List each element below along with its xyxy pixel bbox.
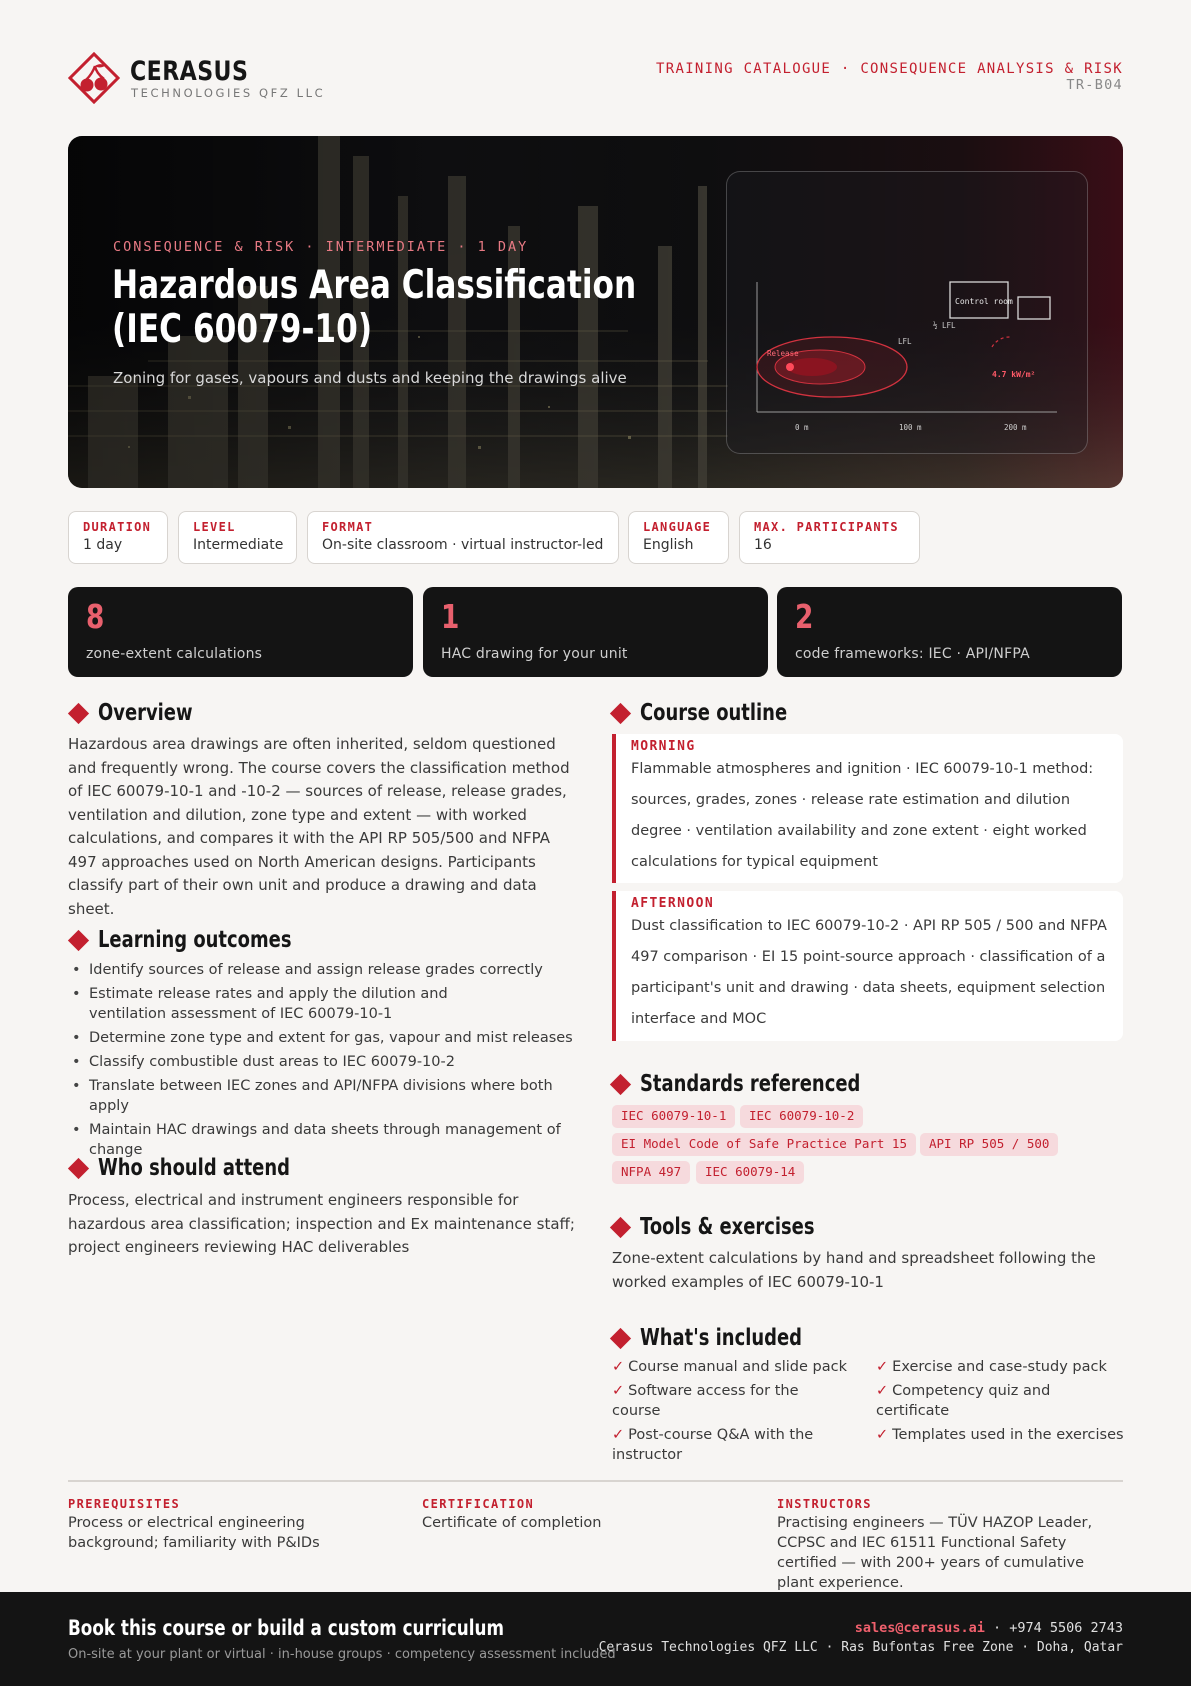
- list-item: • Determine zone type and extent for gas, vapour and mist releases: [68, 1028, 588, 1048]
- outline-block-label: MORNING: [631, 739, 696, 754]
- prerequisites-text: Process or electrical engineering background; familiarity with P&IDs: [68, 1515, 320, 1551]
- brand-name: CERASUS: [130, 56, 249, 87]
- outline-block-morning: [612, 734, 1123, 883]
- axis-tick-200: 200 m: [1004, 423, 1027, 432]
- list-item: • Estimate release rates and apply the dilution and ventilation assessment of IEC 60079-10-1: [68, 984, 508, 1024]
- outline-block-afternoon: [612, 891, 1123, 1041]
- instructors-text: Practising engineers — TÜV HAZOP Leader, CCPSC and IEC 61511 Functional Safety certified — with 200+ years of cumulative plant experience.: [777, 1515, 1093, 1591]
- included-item: ✓ Templates used in the exercises: [876, 1427, 1124, 1443]
- axis-tick-100: 100 m: [899, 423, 922, 432]
- included-right-list: [876, 1357, 1126, 1445]
- axis-tick-0: 0 m: [795, 423, 809, 432]
- certification-text: Certificate of completion: [422, 1515, 602, 1531]
- check-icon: ✓: [876, 1427, 889, 1443]
- included-item: ✓ Software access for the course: [612, 1383, 799, 1419]
- fact-language: [628, 511, 729, 564]
- course-title: [112, 264, 672, 352]
- course-title-line-1: Hazardous Area Classification: [112, 263, 637, 308]
- standard-tag: IEC 60079-10-2: [740, 1105, 863, 1128]
- included-item: ✓ Exercise and case-study pack: [876, 1359, 1107, 1375]
- fact-level: [178, 511, 297, 564]
- overview-text: Hazardous area drawings are often inherited, seldom questioned and frequently wrong. The course covers the classification method of IEC 60079-10-1 and -10-2 — sources of release, release grades, ventilation and dilution, zone type and extent — with worked calculations, and compares it with the API RP 505/500 and NFPA 497 approaches used on North American designs. Participants classify part of their own unit and produce a drawing and data sheet.: [68, 735, 570, 918]
- whats-included-heading: What's included: [610, 1325, 848, 1351]
- stat-card: [777, 587, 1122, 677]
- standard-tag: IEC 60079-10-1: [612, 1105, 735, 1128]
- fact-label: LANGUAGE: [643, 520, 712, 534]
- stat-caption: code frameworks: IEC · API/NFPA: [795, 646, 1030, 662]
- who-should-attend-text: Process, electrical and instrument engineers responsible for hazardous area classification; inspection and Ex maintenance staff; project engineers reviewing HAC deliverables: [68, 1191, 575, 1256]
- check-icon: ✓: [612, 1383, 625, 1399]
- stat-card: [423, 587, 768, 677]
- dispersion-diagram-panel: [726, 171, 1088, 454]
- diamond-bullet-icon: [610, 1327, 631, 1348]
- page-header: [68, 50, 1123, 106]
- fact-value: Intermediate: [193, 537, 284, 553]
- diamond-bullet-icon: [610, 1073, 631, 1094]
- diamond-bullet-icon: [610, 1216, 631, 1237]
- stat-number: 8: [86, 597, 105, 636]
- sales-email-link[interactable]: sales@cerasus.ai: [854, 1620, 985, 1636]
- outline-block-text: Flammable atmospheres and ignition · IEC 60079-10-1 method: sources, grades, zones · release rate estimation and dilution degree · ventilation availability and zone extent · eight worked calculations for typical equipment: [631, 761, 1094, 870]
- fact-label: FORMAT: [322, 520, 374, 534]
- course-code: TR-B04: [1066, 77, 1123, 93]
- cerasus-logo-icon: [68, 52, 120, 104]
- catalogue-info: [656, 61, 1123, 93]
- fact-value: English: [643, 537, 694, 553]
- instructors: [777, 1497, 1123, 1593]
- lfl-label: LFL: [898, 337, 912, 346]
- included-item: ✓ Course manual and slide pack: [612, 1359, 847, 1375]
- list-item: • Identify sources of release and assign release grades correctly: [68, 960, 588, 980]
- stat-number: 2: [795, 597, 814, 636]
- fact-format: [307, 511, 619, 564]
- list-item: • Classify combustible dust areas to IEC 60079-10-2: [68, 1052, 588, 1072]
- fact-value: On-site classroom · virtual instructor-led: [322, 537, 604, 553]
- hero-banner: [68, 136, 1123, 488]
- prerequisites-label: PREREQUISITES: [68, 1497, 181, 1511]
- tools-text: Zone-extent calculations by hand and spreadsheet following the worked examples of IEC 60079-10-1: [612, 1249, 1096, 1291]
- brand-subtitle: TECHNOLOGIES QFZ LLC: [131, 86, 326, 100]
- stat-caption: zone-extent calculations: [86, 646, 263, 662]
- certification-label: CERTIFICATION: [422, 1497, 535, 1511]
- course-title-line-2: (IEC 60079-10): [112, 307, 373, 352]
- outline-block-text: Dust classification to IEC 60079-10-2 · API RP 505 / 500 and NFPA 497 comparison · EI 15 point-source approach · classification of a participant's unit and drawing · data sheets, equipment selection interface and MOC: [631, 918, 1107, 1027]
- stat-number: 1: [441, 597, 460, 636]
- check-icon: ✓: [876, 1383, 889, 1399]
- prerequisites: [68, 1497, 398, 1553]
- stat-caption: HAC drawing for your unit: [441, 646, 628, 662]
- standard-tag: NFPA 497: [612, 1161, 690, 1184]
- diamond-bullet-icon: [610, 702, 631, 723]
- catalogue-label: TRAINING CATALOGUE · CONSEQUENCE ANALYSIS & RISK: [656, 61, 1123, 77]
- dispersion-diagram: [727, 172, 1089, 455]
- course-subtitle: Zoning for gases, vapours and dusts and keeping the drawings alive: [113, 369, 627, 387]
- phone-number: · +974 5506 2743: [984, 1620, 1123, 1636]
- control-room-label: Control room: [955, 297, 1013, 306]
- stat-card: [68, 587, 413, 677]
- fact-label: LEVEL: [193, 520, 236, 534]
- standard-tag: EI Model Code of Safe Practice Part 15: [612, 1133, 916, 1156]
- booking-subline: On-site at your plant or virtual · in-house groups · competency assessment included: [68, 1647, 616, 1662]
- list-item: • Translate between IEC zones and API/NFPA divisions where both apply: [68, 1076, 588, 1116]
- fact-max-participants: [739, 511, 920, 564]
- instructors-label: INSTRUCTORS: [777, 1497, 872, 1511]
- overview-heading: Overview: [68, 700, 219, 726]
- check-icon: ✓: [612, 1359, 625, 1375]
- diamond-bullet-icon: [68, 929, 89, 950]
- fact-value: 16: [754, 537, 772, 553]
- hero-kicker: CONSEQUENCE & RISK · INTERMEDIATE · 1 DAY: [113, 239, 529, 255]
- diamond-bullet-icon: [68, 1157, 89, 1178]
- included-item: ✓ Competency quiz and certificate: [876, 1383, 1051, 1419]
- company-address: Cerasus Technologies QFZ LLC · Ras Bufontas Free Zone · Doha, Qatar: [598, 1640, 1123, 1655]
- tools-heading: Tools & exercises: [610, 1214, 864, 1240]
- diamond-bullet-icon: [68, 702, 89, 723]
- fact-label: MAX. PARTICIPANTS: [754, 520, 899, 534]
- release-label: Release: [767, 349, 799, 358]
- check-icon: ✓: [612, 1427, 625, 1443]
- certification: [422, 1497, 722, 1533]
- fact-duration: [68, 511, 168, 564]
- booking-headline: Book this course or build a custom curriculum: [68, 1616, 504, 1640]
- learning-outcomes-heading: Learning outcomes: [68, 927, 346, 953]
- included-left-list: [612, 1357, 847, 1465]
- booking-band: [0, 1592, 1191, 1686]
- standards-heading: Standards referenced: [610, 1071, 923, 1097]
- list-item: • Maintain HAC drawings and data sheets through management of change: [68, 1120, 588, 1160]
- included-item: ✓ Post-course Q&A with the instructor: [612, 1427, 814, 1463]
- course-outline-heading: Course outline: [610, 700, 829, 726]
- who-should-attend-heading: Who should attend: [68, 1155, 344, 1181]
- standard-tag: API RP 505 / 500: [920, 1133, 1058, 1156]
- footer-divider: [68, 1480, 1123, 1482]
- heat-flux-label: 4.7 kW/m²: [992, 370, 1036, 379]
- fact-label: DURATION: [83, 520, 152, 534]
- contact-line: [855, 1620, 1123, 1636]
- outline-block-label: AFTERNOON: [631, 896, 715, 911]
- fact-value: 1 day: [83, 537, 123, 553]
- half-lfl-label: ½ LFL: [933, 321, 956, 330]
- learning-outcomes-list: [68, 960, 588, 1164]
- standard-tag: IEC 60079-14: [696, 1161, 804, 1184]
- check-icon: ✓: [876, 1359, 889, 1375]
